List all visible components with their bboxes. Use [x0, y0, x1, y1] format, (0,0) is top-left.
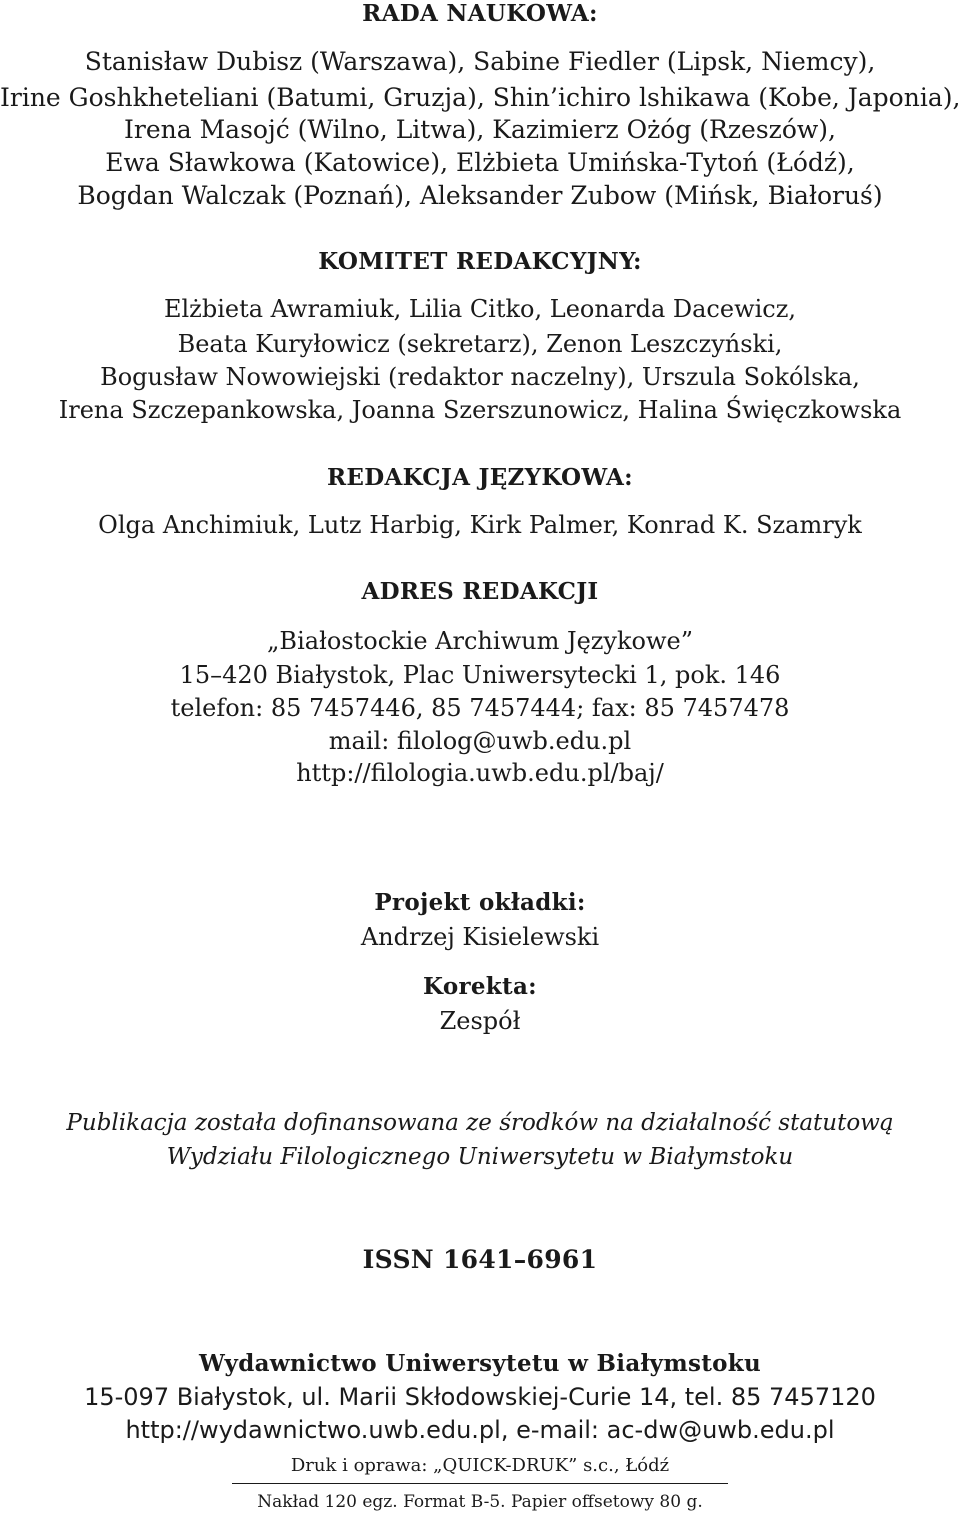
komitet-redakcyjny-line: Bogusław Nowowiejski (redaktor naczelny), Urszula Sokólska,	[100, 363, 860, 391]
print-info: Druk i oprawa: „QUICK-DRUK” s.c., Łódź	[290, 1455, 670, 1476]
adres-redakcji-heading: ADRES REDAKCJI	[361, 578, 599, 605]
rada-naukowa-line: Bogdan Walczak (Poznań), Aleksander Zubow (Mińsk, Białoruś)	[77, 181, 883, 210]
projekt-okladki-label: Projekt okładki:	[374, 889, 586, 916]
komitet-redakcyjny-heading: KOMITET REDAKCYJNY:	[318, 248, 642, 275]
issn: ISSN 1641–6961	[362, 1245, 598, 1274]
korekta-value: Zespół	[439, 1007, 521, 1035]
rada-naukowa-line: Stanisław Dubisz (Warszawa), Sabine Fiedler (Lipsk, Niemcy),	[84, 47, 876, 76]
print-details: Nakład 120 egz. Format B-5. Papier offsetowy 80 g.	[257, 1492, 703, 1512]
journal-title: „Białostockie Archiwum Językowe”	[267, 627, 693, 655]
website-link[interactable]: http://filologia.uwb.edu.pl/baj/	[296, 759, 664, 787]
korekta-label: Korekta:	[423, 973, 537, 1000]
komitet-redakcyjny-line: Beata Kuryłowicz (sekretarz), Zenon Leszczyński,	[177, 330, 783, 358]
phone-fax-line: telefon: 85 7457446, 85 7457444; fax: 85 7457478	[170, 694, 790, 722]
projekt-okladki-value: Andrzej Kisielewski	[360, 923, 600, 951]
publisher-name: Wydawnictwo Uniwersytetu w Białymstoku	[198, 1350, 762, 1377]
komitet-redakcyjny-line: Irena Szczepankowska, Joanna Szerszunowicz, Halina Święczkowska	[58, 396, 902, 424]
address-line: 15–420 Białystok, Plac Uniwersytecki 1, pok. 146	[179, 661, 781, 689]
funding-note-line: Wydziału Filologicznego Uniwersytetu w Białymstoku	[166, 1144, 794, 1170]
redakcja-jezykowa-line: Olga Anchimiuk, Lutz Harbig, Kirk Palmer, Konrad K. Szamryk	[98, 511, 862, 539]
email-line: mail: filolog@uwb.edu.pl	[328, 727, 632, 755]
komitet-redakcyjny-line: Elżbieta Awramiuk, Lilia Citko, Leonarda Dacewicz,	[163, 295, 797, 323]
funding-note-line: Publikacja została dofinansowana ze środków na działalność statutową	[66, 1110, 894, 1136]
publisher-address: 15-097 Białystok, ul. Marii Skłodowskiej-Curie 14, tel. 85 7457120	[84, 1383, 876, 1411]
colophon-divider	[232, 1483, 728, 1484]
redakcja-jezykowa-heading: REDAKCJA JĘZYKOWA:	[327, 464, 633, 491]
rada-naukowa-heading: RADA NAUKOWA:	[362, 0, 598, 27]
rada-naukowa-line: Ewa Sławkowa (Katowice), Elżbieta Umińska-Tytoń (Łódź),	[105, 148, 855, 177]
publisher-web[interactable]: http://wydawnictwo.uwb.edu.pl, e-mail: ac-dw@uwb.edu.pl	[125, 1416, 835, 1444]
rada-naukowa-line: Irine Goshkheteliani (Batumi, Gruzja), Shin’ichiro lshikawa (Kobe, Japonia),	[0, 83, 960, 112]
rada-naukowa-line: Irena Masojć (Wilno, Litwa), Kazimierz Ożóg (Rzeszów),	[124, 115, 836, 144]
